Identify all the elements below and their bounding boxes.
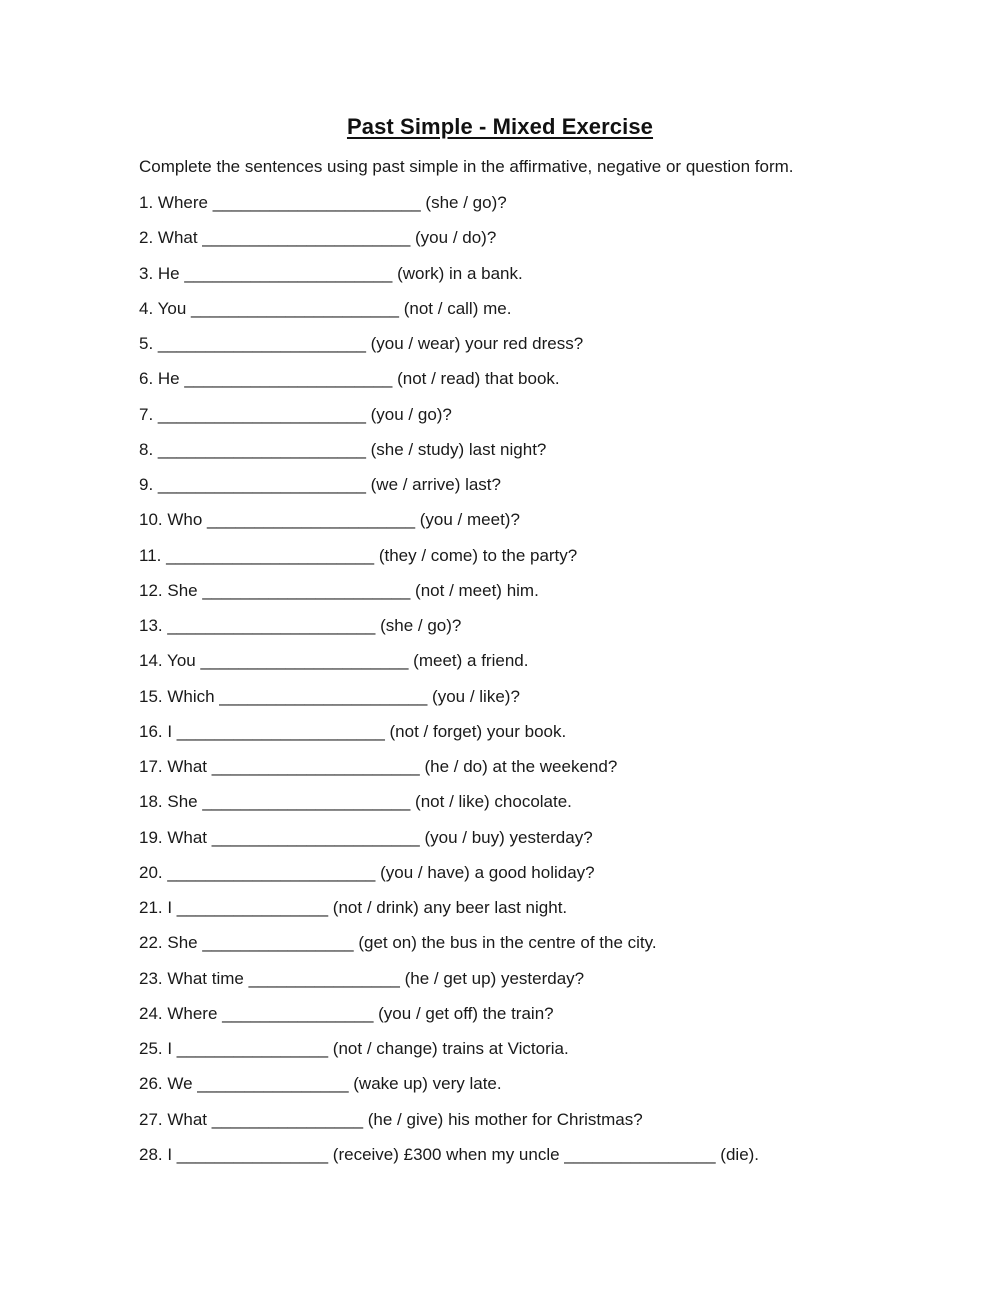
exercise-item-19 (139, 827, 759, 862)
exercise-text: 3. He ______________________ (work) in a bank. (139, 263, 523, 283)
exercise-item-21 (139, 897, 759, 932)
exercise-text: 28. I ________________ (receive) £300 when my uncle ________________ (die). (139, 1144, 760, 1164)
exercise-text: 26. We ________________ (wake up) very late. (139, 1074, 502, 1094)
exercise-text: 19. What ______________________ (you / buy) yesterday? (139, 827, 593, 847)
exercise-text: 10. Who ______________________ (you / meet)? (139, 510, 520, 530)
exercise-item-17 (139, 756, 759, 791)
exercise-item-7 (139, 404, 759, 439)
exercise-item-14 (139, 650, 759, 685)
exercise-text: 6. He ______________________ (not / read) that book. (139, 369, 560, 389)
exercise-item-1 (139, 192, 759, 227)
exercise-item-15 (139, 686, 759, 721)
exercise-item-18 (139, 791, 759, 826)
worksheet-title: Past Simple - Mixed Exercise (346, 114, 654, 139)
exercise-text: 15. Which ______________________ (you / like)? (139, 686, 520, 706)
worksheet-instructions: Complete the sentences using past simple in the affirmative, negative or question form. (139, 157, 794, 176)
exercise-text: 7. ______________________ (you / go)? (139, 404, 452, 424)
exercise-text: 8. ______________________ (she / study) last night? (139, 439, 547, 459)
exercise-item-4 (139, 298, 759, 333)
exercise-item-25 (139, 1038, 759, 1073)
exercise-text: 24. Where ________________ (you / get off) the train? (139, 1003, 554, 1023)
exercise-text: 5. ______________________ (you / wear) your red dress? (139, 334, 584, 353)
exercise-item-26 (139, 1073, 759, 1108)
exercise-item-2 (139, 227, 759, 262)
exercise-text: 21. I ________________ (not / drink) any beer last night. (139, 898, 568, 917)
exercise-item-5 (139, 333, 759, 368)
exercise-text: 22. She ________________ (get on) the bus in the centre of the city. (139, 933, 657, 953)
exercise-item-9 (139, 474, 759, 509)
exercise-item-24 (139, 1003, 759, 1038)
exercise-item-13 (139, 615, 759, 650)
exercise-item-22 (139, 932, 759, 967)
exercise-text: 20. ______________________ (you / have) a good holiday? (139, 862, 595, 882)
exercise-text: 27. What ________________ (he / give) his mother for Christmas? (139, 1109, 643, 1129)
exercise-text: 13. ______________________ (she / go)? (139, 616, 462, 635)
exercise-text: 18. She ______________________ (not / like) chocolate. (139, 792, 572, 812)
exercise-item-27 (139, 1109, 759, 1144)
exercise-text: 23. What time ________________ (he / get up) yesterday? (139, 968, 585, 988)
exercise-text: 14. You ______________________ (meet) a friend. (139, 651, 529, 671)
exercise-item-23 (139, 968, 759, 1003)
exercise-item-20 (139, 862, 759, 897)
exercise-text: 16. I ______________________ (not / forget) your book. (139, 721, 567, 741)
exercise-text: 25. I ________________ (not / change) trains at Victoria. (139, 1039, 569, 1058)
exercise-item-28 (139, 1144, 759, 1179)
exercise-item-6 (139, 368, 759, 403)
exercise-item-10 (139, 509, 759, 544)
exercise-text: 12. She ______________________ (not / meet) him. (139, 580, 539, 600)
exercise-item-11 (139, 545, 759, 580)
exercise-text: 4. You ______________________ (not / call) me. (139, 298, 512, 318)
exercise-item-8 (139, 439, 759, 474)
exercise-text: 1. Where ______________________ (she / go)? (139, 193, 507, 212)
exercise-text: 17. What ______________________ (he / do) at the weekend? (139, 757, 618, 776)
exercise-item-3 (139, 263, 759, 298)
exercise-text: 9. ______________________ (we / arrive) last? (139, 475, 501, 494)
exercise-text: 2. What ______________________ (you / do)? (139, 228, 497, 248)
exercise-list (139, 192, 759, 1179)
exercise-item-16 (139, 721, 759, 756)
exercise-text: 11. ______________________ (they / come) to the party? (139, 545, 578, 565)
exercise-item-12 (139, 580, 759, 615)
